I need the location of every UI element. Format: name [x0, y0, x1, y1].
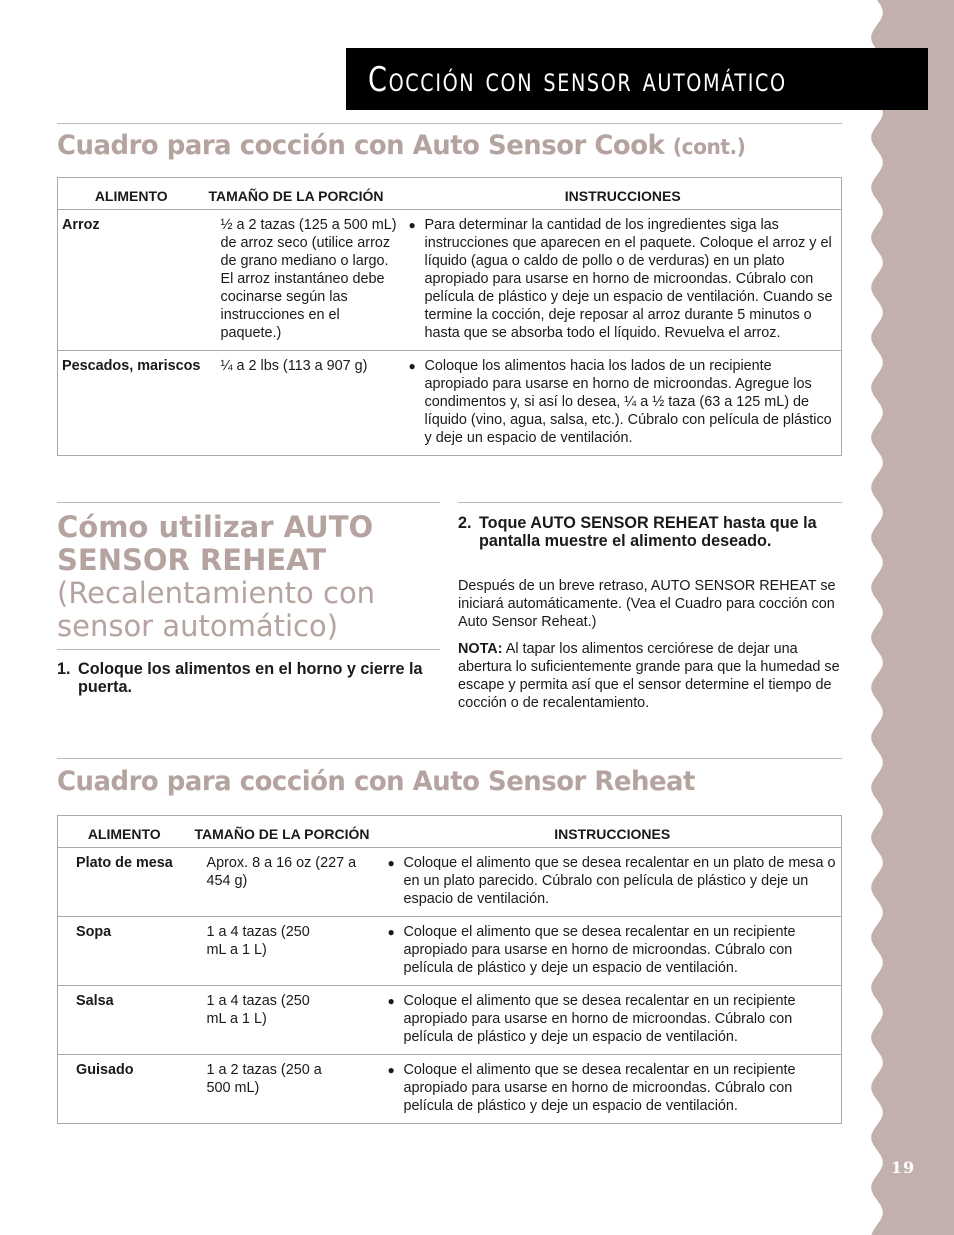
- column-header: ALIMENTO: [58, 816, 191, 848]
- instructions-cell: ● Coloque el alimento que se desea recalentar en un recipiente apropiado para usarse en horno de microondas. Cúbralo con película de plástico y deje un espacio de ventilación.: [384, 986, 842, 1055]
- instructions-cell: ● Coloque el alimento que se desea recalentar en un recipiente apropiado para usarse en horno de microondas. Cúbralo con película de plástico y deje un espacio de ventilación.: [387, 1062, 796, 1114]
- bullet-icon: ●: [387, 925, 395, 939]
- table-row: [58, 917, 842, 986]
- column-header: TAMAÑO DE LA PORCIÓN: [191, 816, 384, 848]
- page-title-bar: [346, 48, 928, 110]
- instructions-cell: ● Coloque el alimento que se desea recalentar en un recipiente apropiado para usarse en horno de microondas. Cúbralo con película de plástico y deje un espacio de ventilación.: [384, 917, 842, 986]
- portion-cell: 1 a 4 tazas (250 mL a 1 L): [191, 986, 384, 1055]
- column-header: ALIMENTO: [58, 178, 205, 210]
- bullet-icon: ●: [408, 359, 416, 373]
- wavy-sidebar: [860, 0, 954, 1235]
- bullet-icon: ●: [387, 994, 395, 1008]
- bullet-icon: ●: [387, 1063, 395, 1077]
- portion-cell: Aprox. 8 a 16 oz (227 a 454 g): [191, 848, 384, 917]
- auto-sensor-reheat-table: [57, 815, 842, 1124]
- step-1: 1. Coloque los alimentos en el horno y cierre la puerta.: [57, 660, 423, 696]
- divider: [57, 502, 440, 503]
- portion-cell: 1 a 4 tazas (250 mL a 1 L): [191, 917, 384, 986]
- paragraph: Después de un breve retraso, AUTO SENSOR REHEAT se iniciará automáticamente. (Vea el Cuadro para cocción con Auto Sensor Reheat.): [458, 578, 836, 630]
- table-row: [58, 848, 842, 917]
- food-cell: Plato de mesa: [58, 848, 191, 917]
- portion-cell: ½ a 2 tazas (125 a 500 mL) de arroz seco (utilice arroz de grano mediano o largo. El arroz instantáneo debe cocinarse según las instrucciones en el paquete.): [205, 210, 405, 351]
- table-row: [58, 986, 842, 1055]
- divider: [57, 123, 842, 124]
- step-2: 2. Toque AUTO SENSOR REHEAT hasta que la pantalla muestre el alimento deseado.: [458, 514, 817, 550]
- table-row: [58, 210, 842, 351]
- instructions-cell: ● Coloque los alimentos hacia los lados de un recipiente apropiado para usarse en horno de microondas. Agregue los condimentos y, si así lo desea, ¼ a ½ taza (63 a 125 mL) de líquido (vino, agua, salsa, etc.). Cúbralo con película de plástico y deje un espacio de ventilación.: [408, 358, 832, 446]
- page-title: Cocción con sensor automático: [368, 60, 787, 100]
- table-row: [58, 1055, 842, 1124]
- column-header: INSTRUCCIONES: [384, 816, 842, 848]
- food-cell: Guisado: [76, 1062, 134, 1078]
- divider: [57, 758, 842, 759]
- table2-heading: Cuadro para cocción con Auto Sensor Reheat: [57, 766, 695, 797]
- food-cell: Arroz: [58, 210, 205, 351]
- bullet-icon: ●: [387, 856, 395, 870]
- table-header-row: [58, 178, 842, 210]
- page-number: 19: [890, 1158, 916, 1177]
- bullet-icon: ●: [408, 218, 416, 232]
- table-row: [58, 351, 842, 456]
- column-header: TAMAÑO DE LA PORCIÓN: [205, 178, 405, 210]
- divider: [458, 502, 842, 503]
- section-heading: Cómo utilizar AUTO SENSOR REHEAT (Recalentamiento con sensor automático): [57, 510, 376, 643]
- divider: [57, 649, 440, 650]
- portion-cell: ¼ a 2 lbs (113 a 907 g): [220, 358, 368, 374]
- portion-cell: 1 a 2 tazas (250 a 500 mL): [206, 1062, 322, 1096]
- food-cell: Salsa: [58, 986, 191, 1055]
- table-header-row: [58, 816, 842, 848]
- column-header: INSTRUCCIONES: [405, 178, 842, 210]
- food-cell: Pescados, mariscos: [62, 358, 201, 374]
- auto-sensor-cook-table: [57, 177, 842, 456]
- instructions-cell: ● Coloque el alimento que se desea recalentar en un plato de mesa o en un plato parecido. Cúbralo con película de plástico y deje un espacio de ventilación.: [384, 848, 842, 917]
- instructions-cell: ● Para determinar la cantidad de los ingredientes siga las instrucciones que aparecen en el paquete. Coloque el arroz y el líquido (agua o caldo de pollo o de verduras) en un plato apropiado para usarse en horno de microondas. Cúbralo con película de plástico y deje un espacio de ventilación. Cuando se termine la cocción, deje reposar al arroz durante 5 minutos o hasta que se absorba todo el líquido. Revuelva el arroz.: [405, 210, 842, 351]
- note-paragraph: NOTA: Al tapar los alimentos cerciórese de dejar una abertura lo suficientemente grande para que la humedad se escape y permita así que el sensor determine el tiempo de cocción o de recalentamiento.: [458, 641, 840, 711]
- table1-heading: Cuadro para cocción con Auto Sensor Cook (cont.): [57, 130, 746, 161]
- food-cell: Sopa: [58, 917, 191, 986]
